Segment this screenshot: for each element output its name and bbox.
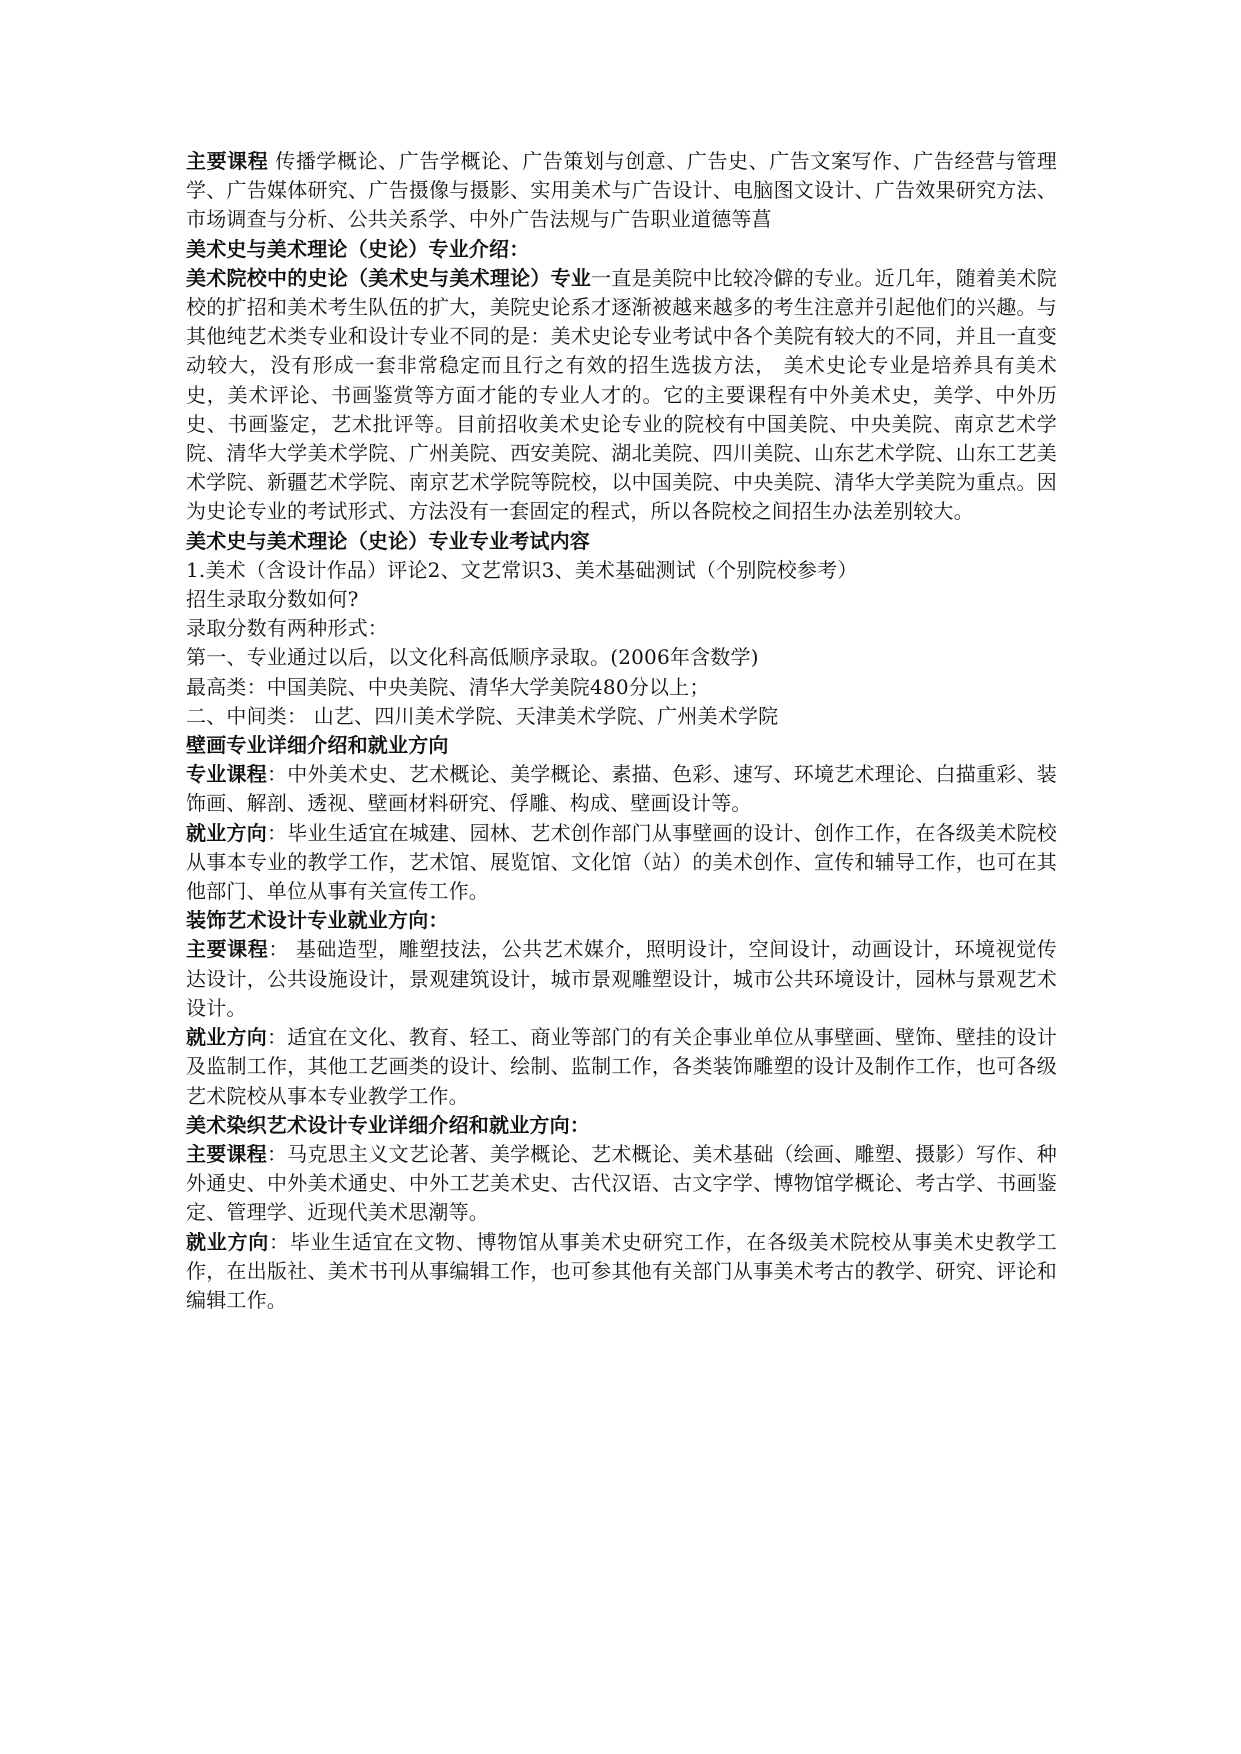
textile-career-paragraph — [186, 1228, 1057, 1316]
section-heading-exam-content: 美术史与美术理论（史论）专业专业考试内容 — [186, 528, 590, 553]
admission-forms-line: 录取分数有两种形式： — [186, 616, 388, 641]
decorative-career-paragraph — [186, 1023, 1057, 1111]
section-heading-art-history-intro: 美术史与美术理论（史论）专业介绍： — [186, 236, 530, 261]
paragraph-text: ：马克思主义文艺论著、美学概论、艺术概论、美术基础（绘画、雕塑、摄影）写作、种外通史、中外美术通史、中外工艺美术史、古代汉语、古文字学、博物馆学概论、考古学、书画鉴定、管理学、近现代美术思潮等。 — [186, 1141, 1057, 1225]
admission-first-form-line: 第一、专业通过以后，以文化科高低顺序录取。(2006年含数学) — [186, 645, 759, 670]
mural-career-paragraph — [186, 819, 1057, 907]
paragraph-text: 传播学概论、广告学概论、广告策划与创意、广告史、广告文案写作、广告经营与管理学、广告媒体研究、广告摄像与摄影、实用美术与广告设计、电脑图文设计、广告效果研究方法、市场调查与分析、公共关系学、中外广告法规与广告职业道德等菖 — [186, 149, 1057, 232]
paragraph-label: 就业方向 — [186, 820, 268, 845]
paragraph-label: 主要课程 — [186, 937, 269, 962]
paragraph-text: ：中外美术史、艺术概论、美学概论、素描、色彩、速写、环境艺术理论、白描重彩、装饰画、解剖、透视、壁画材料研究、俘雕、构成、壁画设计等。 — [186, 762, 1057, 816]
paragraph-label: 主要课程 — [186, 1141, 268, 1166]
exam-content-line: 1.美术（含设计作品）评论2、文艺常识3、美术基础测试（个别院校参考） — [186, 557, 858, 582]
paragraph-text: ： 基础造型，雕塑技法，公共艺术媒介，照明设计，空间设计，动画设计，环境视觉传达设计，公共设施设计，景观建筑设计，城市景观雕塑设计，城市公共环境设计，园林与景观艺术设计。 — [186, 937, 1057, 1020]
section-heading-textile-design: 美术染织艺术设计专业详细介绍和就业方向： — [186, 1112, 590, 1137]
textile-courses-paragraph — [186, 1140, 1057, 1228]
paragraph-text: ：适宜在文化、教育、轻工、商业等部门的有关企事业单位从事壁画、壁饰、壁挂的设计及监制工作，其他工艺画类的设计、绘制、监制工作，各类装饰雕塑的设计及制作工作，也可各级艺术院校从事本专业教学工作。 — [186, 1025, 1057, 1108]
paragraph-label: 专业课程 — [186, 762, 268, 787]
admission-question-line: 招生录取分数如何? — [186, 587, 359, 612]
art-history-intro-paragraph — [186, 264, 1057, 527]
paragraph-text: ：毕业生适宜在文物、博物馆从事美术史研究工作，在各级美术院校从事美术史教学工作，在出版社、美术书刊从事编辑工作，也可参其他有关部门从事美术考古的教学、研究、评论和编辑工作。 — [186, 1229, 1057, 1312]
mural-courses-paragraph — [186, 760, 1057, 818]
paragraph-text: ：毕业生适宜在城建、园林、艺术创作部门从事壁画的设计、创作工作，在各级美术院校从事本专业的教学工作，艺术馆、展览馆、文化馆（站）的美术创作、宣传和辅导工作，也可在其他部门、单位从事有关宣传工作。 — [186, 820, 1057, 904]
paragraph-label: 就业方向 — [186, 1229, 270, 1254]
courses-paragraph-advertising — [186, 147, 1057, 235]
admission-top-tier-line: 最高类：中国美院、中央美院、清华大学美院480分以上； — [186, 674, 710, 699]
paragraph-label: 就业方向 — [186, 1025, 268, 1050]
section-heading-mural: 壁画专业详细介绍和就业方向 — [186, 733, 449, 758]
paragraph-label: 美术院校中的史论（美术史与美术理论）专业 — [186, 265, 592, 290]
admission-middle-tier-line: 二、中间类： 山艺、四川美术学院、天津美术学院、广州美术学院 — [186, 703, 779, 728]
section-heading-decorative-design: 装饰艺术设计专业就业方向： — [186, 908, 449, 933]
decorative-courses-paragraph — [186, 935, 1057, 1023]
paragraph-label: 主要课程 — [186, 149, 269, 173]
paragraph-text: 一直是美院中比较冷僻的专业。近几年，随着美术院校的扩招和美术考生队伍的扩大，美院史论系才逐渐被越来越多的考生注意并引起他们的兴趣。与其他纯艺术类专业和设计专业不同的是：美术史论专业考试中各个美院有较大的不同，并且一直变动较大，没有形成一套非常稳定而且行之有效的招生选拔方法， 美术史论专业是培养具有美术史，美术评论、书画鉴赏等方面才能的专业人才的。它的主要课程有中外美术史，美学、中外历史、书画鉴定，艺术批评等。目前招收美术史论专业的院校有中国美院、中央美院、南京艺术学院、清华大学美术学院、广州美院、西安美院、湖北美院、四川美院、山东艺术学院、山东工艺美术学院、新疆艺术学院、南京艺术学院等院校，以中国美院、中央美院、清华大学美院为重点。因为史论专业的考试形式、方法没有一套固定的程式，所以各院校之间招生办法差别较大。 — [186, 265, 1057, 524]
